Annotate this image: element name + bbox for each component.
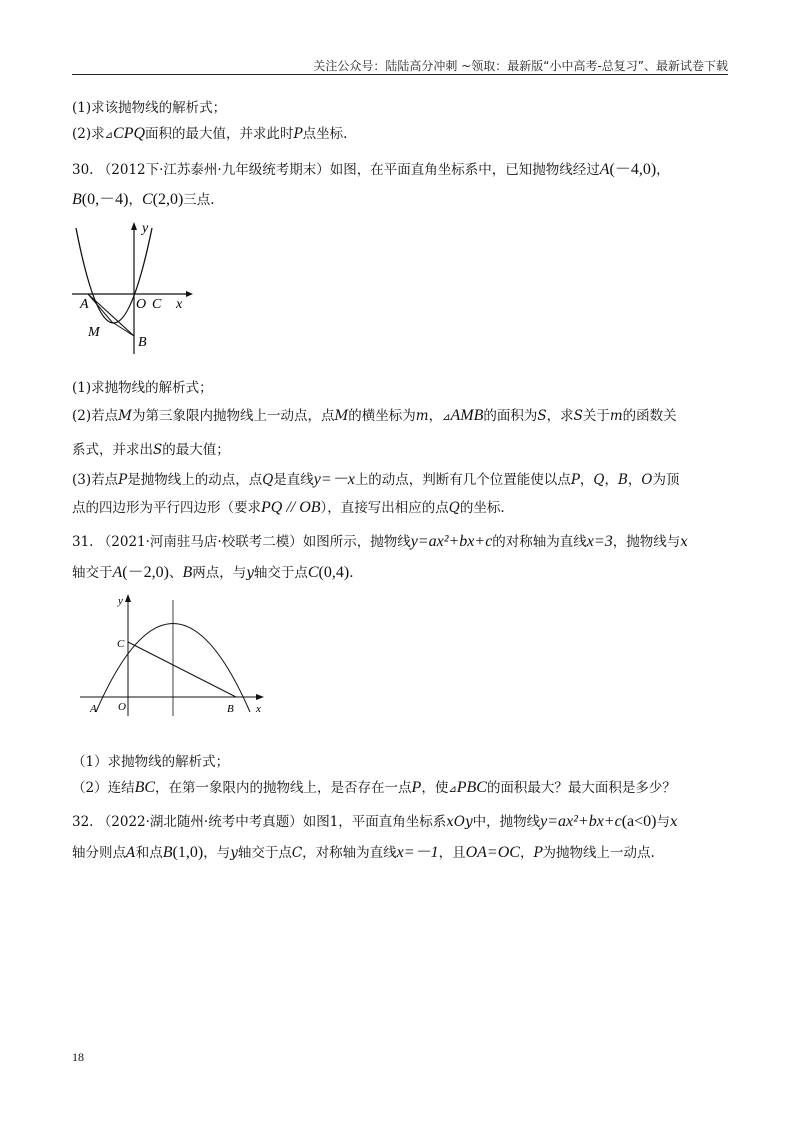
q31-part1: （1）求抛物线的解析式；: [72, 754, 230, 770]
q29-part2: (2)求⊿CPQ面积的最大值，并求此时P点坐标.: [72, 125, 348, 142]
q30-label-c: C: [152, 297, 162, 312]
q30-label-o: O: [136, 297, 147, 312]
q31-part2: （2）连结BC，在第一象限内的抛物线上，是否存在一点P，使⊿PBC的面积最大？最大面积是多少？: [72, 779, 676, 796]
q31-segment-bc: [128, 642, 236, 697]
q30-stem-line1: 30. （2012下·江苏泰州·九年级统考期末）如图，在平面直角坐标系中，已知抛物线经过A(－4,0)，: [72, 161, 670, 178]
q29-part1: (1)求该抛物线的解析式；: [72, 100, 227, 116]
q30-part2-line2: 系式，并求出S的最大值；: [72, 442, 230, 458]
q31-stem-line2: 轴交于A(－2,0)、B两点，与y轴交于点C(0,4).: [72, 564, 354, 581]
q30-label-m: M: [88, 325, 100, 340]
q31-label-x: x: [256, 703, 261, 715]
q30-label-y: y: [142, 221, 149, 236]
q30-label-b: B: [138, 335, 147, 350]
q32-stem-line2: 轴分则点A和点B(1,0)，与y轴交于点C，对称轴为直线x=－1，且OA=OC，P为抛物线上一动点.: [72, 844, 655, 861]
q31-label-a: A: [90, 703, 97, 715]
q30-stem-line2: B(0,－4)，C(2,0)三点.: [72, 191, 215, 208]
q32-stem-line1: 32. （2022·湖北随州·统考中考真题）如图1，平面直角坐标系xOy中，抛物线y=ax²+bx+c(a<0)与x: [72, 813, 678, 830]
page-header: 关注公众号：陆陆高分冲刺 ~领取：最新版“小中高考-总复习”、最新试卷下载: [313, 59, 728, 73]
q30-part3-line2: 点的四边形为平行四边形（要求PQ // OB），直接写出相应的点Q的坐标.: [72, 499, 505, 516]
q30-part1: (1)求抛物线的解析式；: [72, 380, 213, 396]
q30-segment-mb: [112, 322, 134, 336]
q31-stem-line1: 31. （2021·河南驻马店·校联考二模）如图所示，抛物线y=ax²+bx+c的对称轴为直线x=3，抛物线与x: [72, 533, 688, 550]
header-rule: [72, 74, 728, 75]
q30-figure: [68, 218, 198, 358]
q30-label-x: x: [176, 297, 183, 312]
q30-part3-line1: (3)若点P是抛物线上的动点，点Q是直线y=－x上的动点，判断有几个位置能使以点P，Q，B，O为顶: [72, 471, 680, 488]
q30-part2-line1: (2)若点M为第三象限内抛物线上一动点，点M的横坐标为m，⊿AMB的面积为S，求S关于m的函数关: [72, 407, 677, 424]
q31-label-y: y: [118, 595, 123, 607]
q31-label-c: C: [117, 638, 125, 650]
q31-figure: [76, 590, 276, 720]
q31-label-b: B: [227, 703, 234, 715]
q30-segment-am: [88, 294, 112, 322]
q30-label-a: A: [80, 297, 89, 312]
page-number: 18: [72, 1050, 84, 1064]
q31-label-o: O: [118, 701, 126, 713]
